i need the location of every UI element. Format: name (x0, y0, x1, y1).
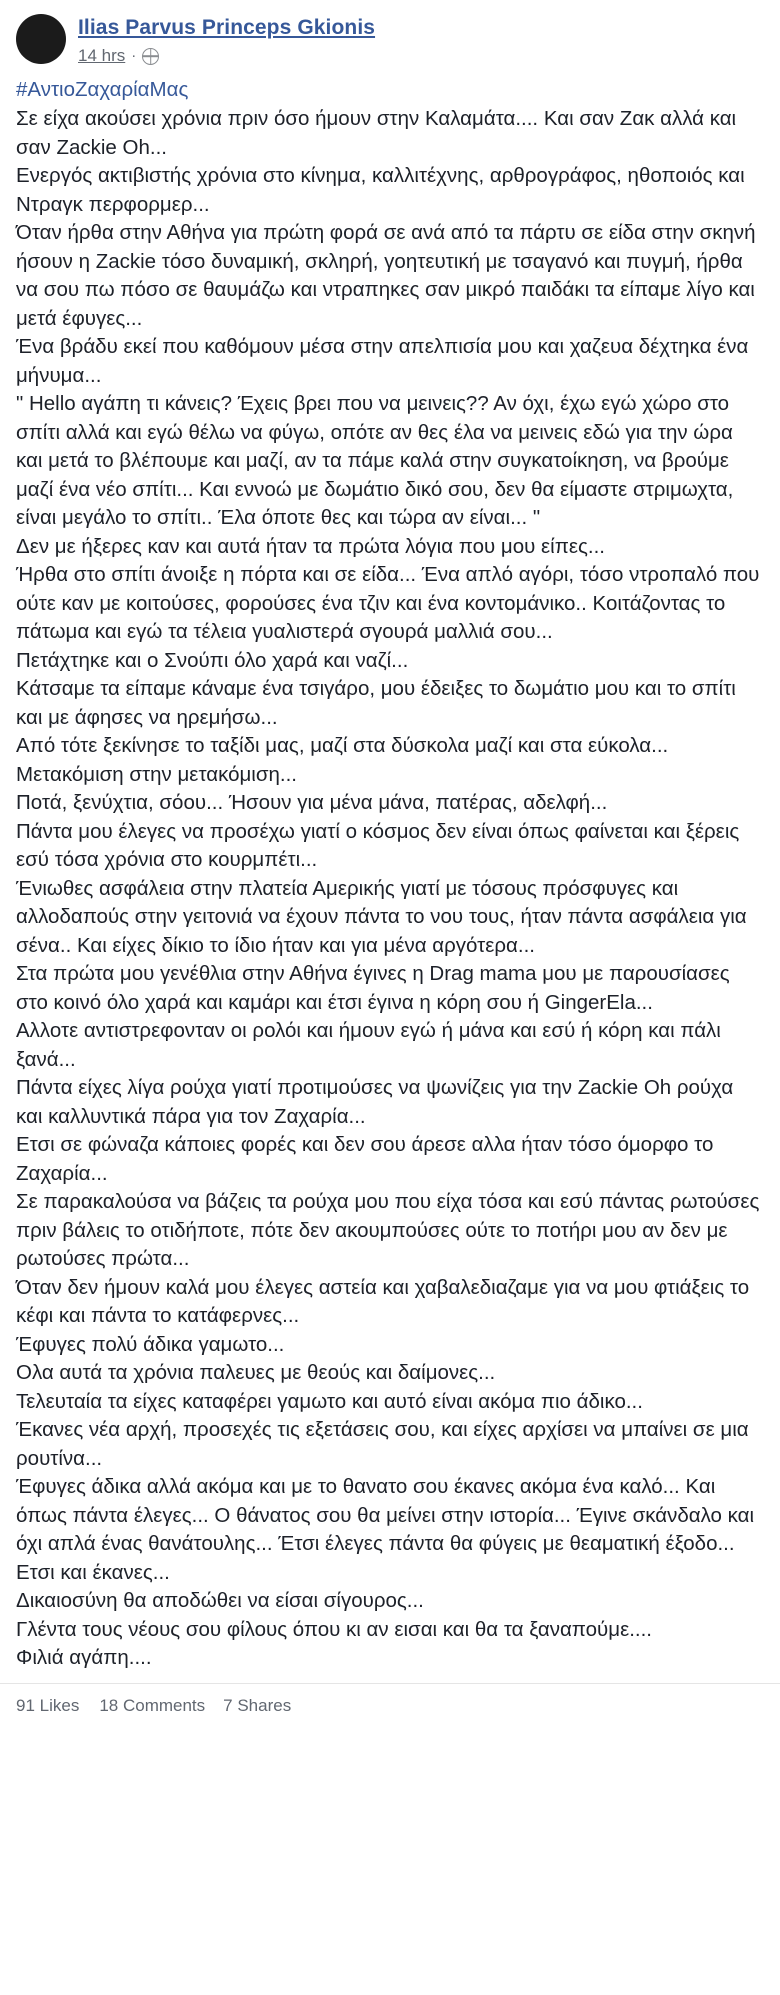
post-paragraph: Σε είχα ακούσει χρόνια πριν όσο ήμουν στην Καλαμάτα.... Και σαν Ζακ αλλά και σαν Zackie Oh... (16, 107, 742, 159)
post-header (0, 0, 780, 72)
post-paragraph: Όταν ήρθα στην Αθήνα για πρώτη φορά σε ανά από τα πάρτυ σε είδα στην σκηνή ήσουν η Zackie τόσο δυναμική, σκληρή, γοητευτική με τσαγανό και πυγμή, ήρθα να σου πω πόσο σε θαυμάζω και ντραπηκες σαν μικρό παιδάκι τα είπαμε λίγο και μετά έφυγες... (16, 221, 762, 330)
globe-icon[interactable] (142, 48, 159, 65)
hashtag-link[interactable]: #ΑντιοΖαχαρίαΜας (16, 78, 189, 101)
post-paragraph: Κάτσαμε τα είπαμε κάναμε ένα τσιγάρο, μου έδειξες το δωμάτιο μου και το σπίτι και με άφησες να ηρεμήσω... (16, 677, 742, 729)
post-paragraph: Πετάχτηκε και ο Σνούπι όλο χαρά και ναζί... (16, 648, 409, 672)
post-paragraph: Στα πρώτα μου γενέθλια στην Αθήνα έγινες η Drag mama μου με παρουσίασες στο κοινό όλο χαρά και καμάρι και έτσι έγινα η κόρη σου ή GingerEla... (16, 962, 736, 1014)
post-footer (0, 1683, 780, 1730)
shares-count[interactable]: 7 Shares (223, 1695, 292, 1715)
post-paragraph: Έφυγες άδικα αλλά ακόμα και με το θανατο σου έκανες ακόμα ένα καλό... Και όπως πάντα έλεγες... Ο θάνατος σου θα μείνει στην ιστορία... Έγινε σκάνδαλο και όχι απλά ένας θανάτουλης... Έτσι έλεγες πάντα θα φύγεις με θεαματική έξοδο... (16, 1475, 760, 1555)
likes-count[interactable]: 91 Likes (16, 1695, 80, 1715)
post-paragraph: Ήρθα στο σπίτι άνοιξε η πόρτα και σε είδα... Ένα απλό αγόρι, τόσο ντροπαλό που ούτε καν με κοιτούσες, φορούσες ένα τζιν και ένα κοντομάνικο.. Κοιτάζοντας το πάτωμα και εγώ τα τέλεια γυαλιστερά σγουρά μαλλιά σου... (16, 563, 766, 643)
post-timestamp[interactable]: 14 hrs (78, 46, 126, 65)
post-paragraph: Γλέντα τους νέους σου φίλους όπου κι αν εισαι και θα τα ξαναπούμε.... (16, 1617, 652, 1641)
post-paragraph: Από τότε ξεκίνησε το ταξίδι μας, μαζί στα δύσκολα μαζί και στα εύκολα... Μετακόμιση στην μετακόμιση... (16, 734, 674, 786)
post-paragraph: Δικαιοσύνη θα αποδώθει να είσαι σίγουρος... (16, 1589, 424, 1612)
post-paragraph: Όταν δεν ήμουν καλά μου έλεγες αστεία και χαβαλεδιαζαμε για να μου φτιάξεις το κέφι και πάντα το κατάφερνες... (16, 1275, 755, 1327)
post-paragraph: Τελευταία τα είχες καταφέρει γαμωτο και αυτό είναι ακόμα πιο άδικο... (16, 1389, 643, 1413)
post-paragraph: Ολα αυτά τα χρόνια παλευες με θεούς και δαίμονες... (16, 1361, 496, 1384)
post-text-container (16, 105, 764, 1673)
post-paragraph: Έκανες νέα αρχή, προσεχές τις εξετάσεις σου, και είχες αρχίσει να μπαίνει σε μια ρουτίνα... (16, 1418, 755, 1470)
post-paragraph: Ένα βράδυ εκεί που καθόμουν μέσα στην απελπισία μου και χαζευα δέχτηκα ένα μήνυμα... (16, 335, 755, 387)
post-author-block (78, 14, 375, 66)
post-paragraph: Φιλιά αγάπη.... (16, 1646, 152, 1669)
post-paragraph: Πάντα μου έλεγες να προσέχω γιατί ο κόσμος δεν είναι όπως φαίνεται και ξέρεις εσύ τόσα χρόνια στο κουρμπέτι... (16, 819, 745, 871)
post-paragraph: Αλλοτε αντιστρεφονταν οι ρολόι και ήμουν εγώ ή μάνα και εσύ ή κόρη και πάλι ξανά... (16, 1019, 727, 1071)
post-paragraph: Δεν με ήξερες καν και αυτά ήταν τα πρώτα λόγια που μου είπες... (16, 534, 605, 558)
avatar[interactable] (16, 14, 66, 64)
post-paragraph: Ποτά, ξενύχτια, σόου... Ήσουν για μένα μάνα, πατέρας, αδελφή... (16, 791, 608, 814)
post-meta (78, 46, 375, 66)
post-paragraph: Ετσι σε φώναζα κάποιες φορές και δεν σου άρεσε αλλα ήταν τόσο όμορφο το Ζαχαρία... (16, 1133, 720, 1185)
post-paragraph: Ενεργός ακτιβιστής χρόνια στο κίνημα, καλλιτέχνης, αρθρογράφος, ηθοποιός και Ντραγκ περφορμερ... (16, 164, 751, 216)
post-paragraph: Πάντα είχες λίγα ρούχα γιατί προτιμούσες να ψωνίζεις για την Zackie Oh ρούχα και καλλυντικά πάρα για τον Ζαχαρία... (16, 1076, 739, 1128)
meta-separator: · (131, 47, 137, 64)
post-paragraph: Ετσι και έκανες... (16, 1560, 170, 1584)
comments-count[interactable]: 18 Comments (99, 1695, 206, 1715)
author-name[interactable]: Ilias Parvus Princeps Gkionis (78, 16, 376, 39)
post-body (0, 72, 780, 1683)
post-paragraph: Έφυγες πολύ άδικα γαμωτο... (16, 1332, 285, 1356)
post-paragraph: " Hello αγάπη τι κάνεις? Έχεις βρει που να μεινεις?? Αν όχι, έχω εγώ χώρο στο σπίτι αλλά και εγώ θέλω να φύγω, οπότε αν θες έλα να μεινεις εδώ για την ώρα και μετά το βλέπουμε και μαζί, αν τα πάμε καλά στην συγκατοίκηση, να βρούμε μαζί ένα νέο σπίτι... Και εννοώ με δωμάτιο δικό σου, δεν θα είμαστε στριμωχτα, είναι μεγάλο το σπίτι.. Έλα όποτε θες και τώρα αν είναι... " (16, 392, 740, 529)
post-paragraph: Σε παρακαλούσα να βάζεις τα ρούχα μου που είχα τόσα και εσύ πάντας ρωτούσες πριν βάλεις το οτιδήποτε, πότε δεν ακουμπούσες ούτε το ποτήρι μου αν δεν με ρωτούσες πρώτα... (16, 1190, 766, 1270)
post-paragraph: Ένιωθες ασφάλεια στην πλατεία Αμερικής γιατί με τόσους πρόσφυγες και αλλοδαπούς στην γειτονιά να έχουν πάντα το νου τους, ήταν πάντα ασφάλεια για σένα.. Και είχες δίκιο το ίδιο ήταν και για μένα αργότερα... (16, 876, 753, 957)
